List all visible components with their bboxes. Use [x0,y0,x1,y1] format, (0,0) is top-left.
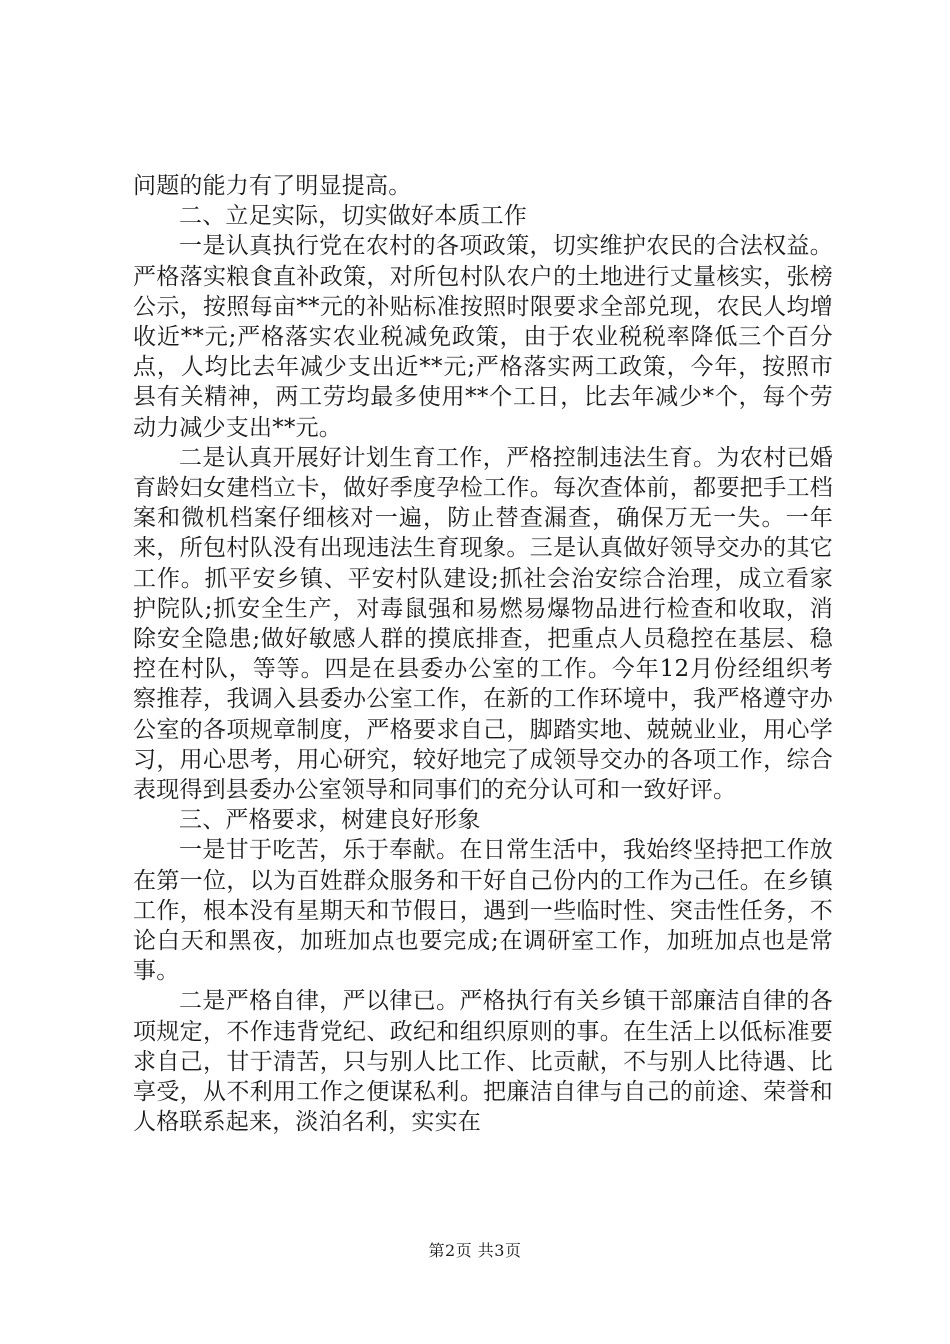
section-heading-3: 三、严格要求，树建良好形象 [179,807,481,834]
section-heading-2: 二、立足实际，切实做好本质工作 [179,203,527,230]
paragraph-policy: 一是认真执行党在农村的各项政策，切实维护农民的合法权益。严格落实粮食直补政策，对所包村队农户的土地进行丈量核实，张榜公示，按照每亩**元的补贴标准按照时限要求全部兑现，农民人均增收近**元;严格落实农业税减免政策，由于农业税税率降低三个百分点，人均比去年减少支出近**元;严格落实两工政策，今年，按照市县有关精神，两工劳均最多使用**个工日，比去年减少*个，每个劳动力减少支出**元。 [133,233,833,441]
paragraph-continuation: 问题的能力有了明显提高。 [133,173,412,199]
paragraph-family-planning: 二是认真开展好计划生育工作，严格控制违法生育。为农村已婚育龄妇女建档立卡，做好季度孕检工作。每次查体前，都要把手工档案和微机档案仔细核对一遍，防止替查漏查，确保万无一失。一年来，所包村队没有出现违法生育现象。三是认真做好领导交办的其它工作。抓平安乡镇、平安村队建设;抓社会治安综合治理，成立看家护院队;抓安全生产，对毒鼠强和易燃易爆物品进行检查和收取，消除安全隐患;做好敏感人群的摸底排查，把重点人员稳控在基层、稳控在村队，等等。四是在县委办公室的工作。今年12月份经组织考察推荐，我调入县委办公室工作，在新的工作环境中，我严格遵守办公室的各项规章制度，严格要求自己，脚踏实地、兢兢业业，用心学习，用心思考，用心研究，较好地完了成领导交办的各项工作，综合表现得到县委办公室领导和同事们的充分认可和一致好评。 [133,444,833,804]
paragraph-self-discipline: 二是严格自律，严以律已。严格执行有关乡镇干部廉洁自律的各项规定，不作违背党纪、政纪和组织原则的事。在生活上以低标准要求自己，甘于清苦，只与别人比工作、比贡献，不与别人比待遇、比享受，从不利用工作之便谋私利。把廉洁自律与自己的前途、荣誉和人格联系起来，淡泊名利，实实在 [133,988,833,1136]
page-footer: 第2页 共3页 [428,1241,522,1260]
document-body [133,171,833,1138]
paragraph-dedication: 一是甘于吃苦，乐于奉献。在日常生活中，我始终坚持把工作放在第一位，以为百姓群众服务和干好自己份内的工作为己任。在乡镇工作，根本没有星期天和节假日，遇到一些临时性、突击性任务，不论白天和黑夜，加班加点也要完成;在调研室工作，加班加点也是常事。 [133,837,833,985]
